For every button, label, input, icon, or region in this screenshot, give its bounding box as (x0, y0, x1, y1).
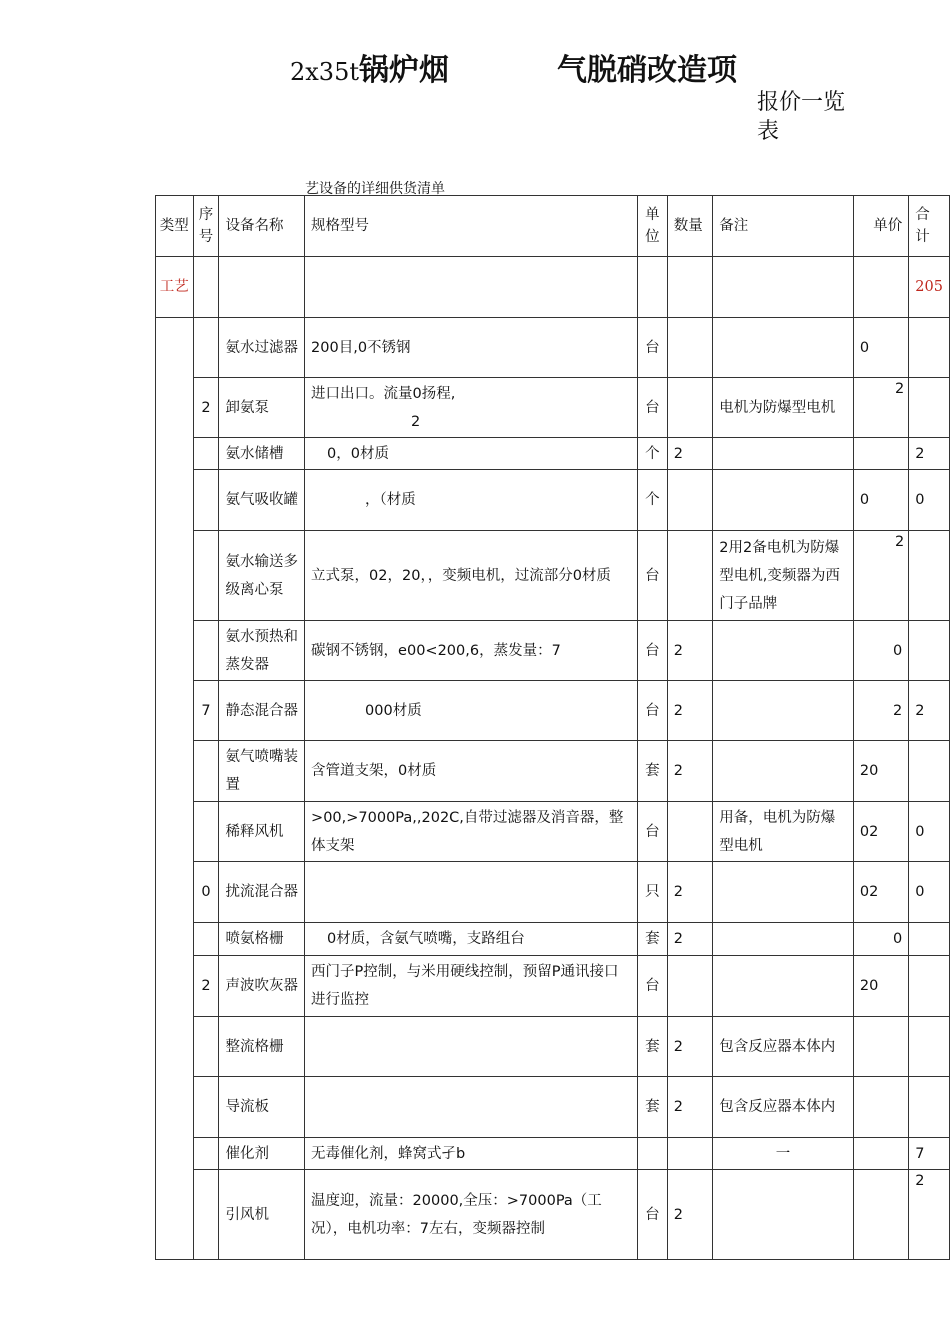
row-spec (305, 862, 638, 923)
row-price: 0 (853, 470, 908, 531)
row-price: 02 (853, 862, 908, 923)
row-note: 电机为防爆型电机 (713, 378, 854, 438)
row-unit: 个 (637, 438, 667, 470)
row-no (193, 1017, 219, 1077)
row-price (853, 1077, 908, 1138)
row-name: 整流格栅 (219, 1017, 305, 1077)
row-note (713, 956, 854, 1017)
header-spec: 规格型号 (305, 196, 638, 257)
row-total (909, 1170, 950, 1260)
row-qty: 2 (667, 1017, 713, 1077)
row-no (193, 1170, 219, 1260)
row-name: 扰流混合器 (219, 862, 305, 923)
row-spec: 000材质 (305, 681, 638, 741)
document-title-line2: 报价一览表 (757, 90, 846, 144)
row-qty (667, 531, 713, 621)
header-type: 类型 (156, 196, 194, 257)
row-note (713, 470, 854, 531)
row-note: 用备，电机为防爆型电机 (713, 802, 854, 862)
row-note: 2用2备电机为防爆型电机,变频器为西门子品牌 (713, 531, 854, 621)
row-spec: 无毒催化剂，蜂窝式孑b (305, 1138, 638, 1170)
row-total (909, 1017, 950, 1077)
row-price (853, 531, 908, 621)
row-no: 2 (193, 378, 219, 438)
row-price: 02 (853, 802, 908, 862)
row-name: 声波吹灰器 (219, 956, 305, 1017)
row-no (193, 470, 219, 531)
row-qty (667, 956, 713, 1017)
row-no (193, 438, 219, 470)
row-unit: 台 (637, 802, 667, 862)
title-part-b: 气脱硝改造项 (557, 53, 737, 88)
row-no (193, 923, 219, 956)
row-name: 静态混合器 (219, 681, 305, 741)
row-no (193, 1077, 219, 1138)
row-name: 氨气喷嘴装置 (219, 741, 305, 802)
row-note (713, 1170, 854, 1260)
row-name: 氨水输送多级离心泵 (219, 531, 305, 621)
row-unit: 只 (637, 862, 667, 923)
table-row (156, 1170, 950, 1260)
row-note (713, 923, 854, 956)
row-name: 氨气吸收罐 (219, 470, 305, 531)
row-price: 2 (853, 681, 908, 741)
row-qty: 2 (667, 923, 713, 956)
row-no (193, 318, 219, 378)
row-qty (667, 318, 713, 378)
row-qty (667, 1138, 713, 1170)
row-no (193, 741, 219, 802)
row-note (713, 681, 854, 741)
row-price (853, 378, 908, 438)
row-spec: >00,>7000Pa,,202C,自带过滤器及消音器，整体支架 (305, 802, 638, 862)
row-total: 0 (909, 862, 950, 923)
row-note: 包含反应器本体内 (713, 1077, 854, 1138)
section-total: 205 (909, 257, 950, 318)
row-spec: 含管道支架，0材质 (305, 741, 638, 802)
section-type-label: 工艺 (156, 257, 194, 318)
table-row (156, 378, 950, 438)
row-unit: 台 (637, 378, 667, 438)
quote-table (155, 195, 950, 1260)
row-qty: 2 (667, 1170, 713, 1260)
row-price-value: 2 (895, 534, 905, 550)
row-unit (637, 1138, 667, 1170)
row-total: 0 (909, 802, 950, 862)
row-spec (305, 378, 638, 438)
row-price (853, 438, 908, 470)
row-spec (305, 1017, 638, 1077)
row-note (713, 741, 854, 802)
row-total (909, 531, 950, 621)
row-qty: 2 (667, 1077, 713, 1138)
row-qty: 2 (667, 741, 713, 802)
row-price (853, 1138, 908, 1170)
table-row (156, 956, 950, 1017)
table-row (156, 862, 950, 923)
row-no: 0 (193, 862, 219, 923)
table-row (156, 470, 950, 531)
row-price (853, 1017, 908, 1077)
row-note (713, 621, 854, 681)
row-no (193, 802, 219, 862)
row-unit: 套 (637, 1077, 667, 1138)
row-no: 7 (193, 681, 219, 741)
row-unit: 台 (637, 531, 667, 621)
row-total: 2 (909, 681, 950, 741)
row-name: 氨水储槽 (219, 438, 305, 470)
header-price: 单价 (853, 196, 908, 257)
row-qty (667, 378, 713, 438)
row-note (713, 862, 854, 923)
header-note: 备注 (713, 196, 854, 257)
table-row (156, 681, 950, 741)
row-qty (667, 470, 713, 531)
row-unit: 台 (637, 956, 667, 1017)
table-row (156, 802, 950, 862)
row-price: 20 (853, 741, 908, 802)
title-part-a: 锅炉烟 (359, 53, 449, 88)
row-qty: 2 (667, 862, 713, 923)
row-spec: 200目,0不锈钢 (305, 318, 638, 378)
row-qty: 2 (667, 438, 713, 470)
row-price: 20 (853, 956, 908, 1017)
row-spec: 立式泵，02，20，，变频电机，过流部分0材质 (305, 531, 638, 621)
row-total: 7 (909, 1138, 950, 1170)
type-merged-cell (156, 318, 194, 1260)
row-no: 2 (193, 956, 219, 1017)
row-note (713, 438, 854, 470)
row-spec: 西门子P控制，与米用硬线控制，预留P通讯接口进行监控 (305, 956, 638, 1017)
row-note: 包含反应器本体内 (713, 1017, 854, 1077)
title-prefix: 2x35t (290, 58, 359, 86)
row-spec: ，（材质 (305, 470, 638, 531)
row-spec: 碳钢不锈钢，e00<200,6，蒸发量：7 (305, 621, 638, 681)
row-unit: 套 (637, 923, 667, 956)
row-name: 导流板 (219, 1077, 305, 1138)
row-name: 氨水预热和蒸发器 (219, 621, 305, 681)
table-header-row (156, 196, 950, 257)
row-name: 引风机 (219, 1170, 305, 1260)
row-unit: 套 (637, 741, 667, 802)
row-price (853, 1170, 908, 1260)
row-total (909, 318, 950, 378)
header-no: 序号 (193, 196, 219, 257)
row-total (909, 923, 950, 956)
header-unit: 单位 (637, 196, 667, 257)
table-subtitle: 艺设备的详细供货清单 (305, 181, 445, 197)
row-total (909, 956, 950, 1017)
table-row (156, 923, 950, 956)
row-name: 氨水过滤器 (219, 318, 305, 378)
row-qty: 2 (667, 621, 713, 681)
row-total (909, 1077, 950, 1138)
row-spec (305, 1077, 638, 1138)
table-row (156, 1077, 950, 1138)
row-spec: 0，0材质 (305, 438, 638, 470)
row-total (909, 378, 950, 438)
row-note (713, 318, 854, 378)
row-no (193, 621, 219, 681)
row-total: 2 (909, 438, 950, 470)
row-total (909, 621, 950, 681)
row-price: 0 (853, 318, 908, 378)
table-row (156, 531, 950, 621)
section-row (156, 257, 950, 318)
row-name: 喷氨格栅 (219, 923, 305, 956)
row-spec: 温度迎，流量：20000,全压：>7000Pa（工况），电机功率：7左右，变频器控制 (305, 1170, 638, 1260)
row-price-value: 2 (895, 381, 905, 397)
header-name: 设备名称 (219, 196, 305, 257)
row-qty: 2 (667, 681, 713, 741)
table-row (156, 1017, 950, 1077)
row-unit: 台 (637, 318, 667, 378)
row-name: 稀释风机 (219, 802, 305, 862)
row-price: 0 (853, 621, 908, 681)
table-row (156, 438, 950, 470)
row-name: 催化剂 (219, 1138, 305, 1170)
header-total: 合计 (909, 196, 950, 257)
row-price: 0 (853, 923, 908, 956)
row-no (193, 531, 219, 621)
header-qty: 数量 (667, 196, 713, 257)
row-name: 卸氨泵 (219, 378, 305, 438)
row-spec-line1: 进口出口。流量0扬程, (311, 385, 456, 402)
row-spec: 0材质，含氨气喷嘴，支路组台 (305, 923, 638, 956)
row-total (909, 741, 950, 802)
row-unit: 台 (637, 621, 667, 681)
document-title-line1 (290, 45, 737, 89)
row-unit: 个 (637, 470, 667, 531)
row-unit: 套 (637, 1017, 667, 1077)
row-unit: 台 (637, 681, 667, 741)
table-row (156, 621, 950, 681)
row-no (193, 1138, 219, 1170)
row-spec-line2: 2 (411, 413, 421, 430)
table-row (156, 741, 950, 802)
row-total: 0 (909, 470, 950, 531)
row-note: 一 (713, 1138, 854, 1170)
row-total-value: 2 (915, 1173, 925, 1189)
table-row (156, 1138, 950, 1170)
table-row (156, 318, 950, 378)
row-qty (667, 802, 713, 862)
row-unit: 台 (637, 1170, 667, 1260)
